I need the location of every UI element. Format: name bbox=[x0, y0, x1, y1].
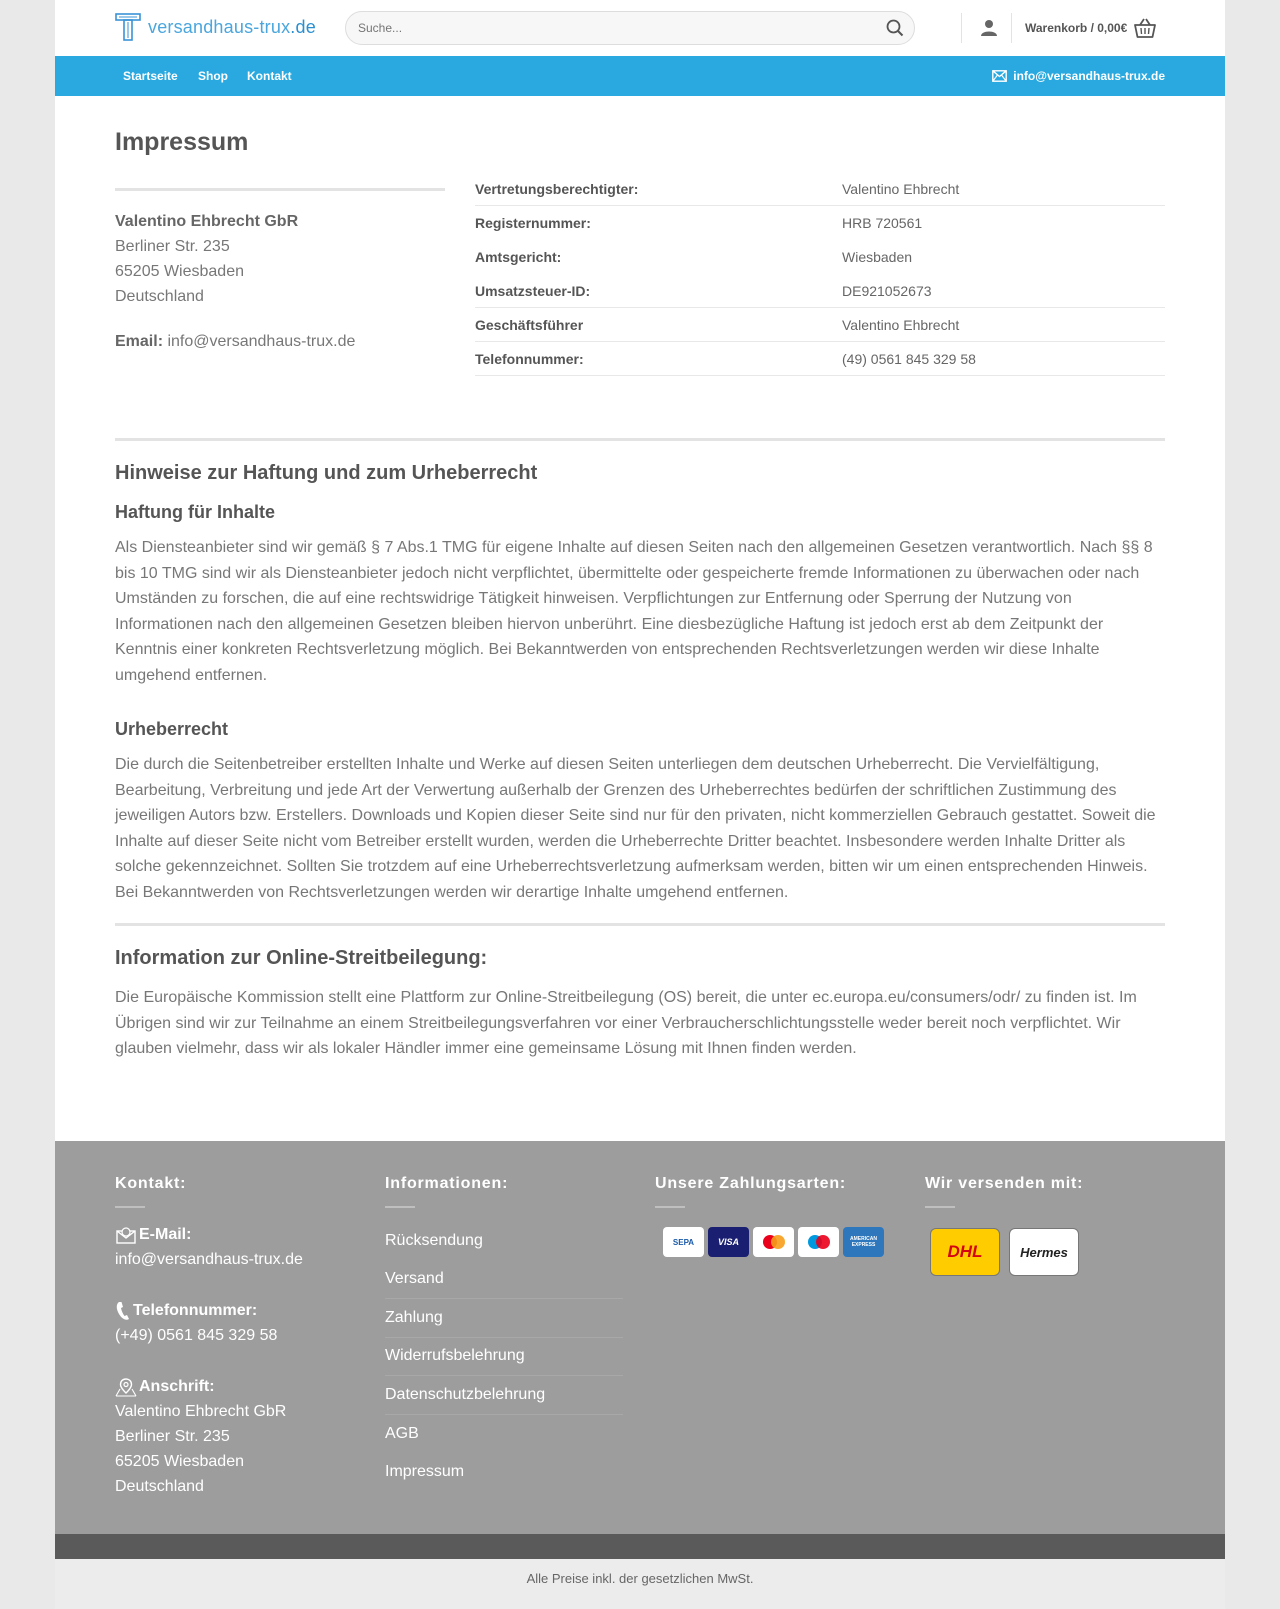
divider bbox=[385, 1206, 415, 1208]
cart-label: Warenkorb / 0,00€ bbox=[1025, 21, 1128, 35]
section-heading-liability: Hinweise zur Haftung und zum Urheberrecht bbox=[115, 462, 538, 484]
page bbox=[55, 0, 1225, 1609]
search-input[interactable] bbox=[358, 21, 876, 35]
footer-link-agb[interactable]: AGB bbox=[385, 1424, 419, 1442]
address-block bbox=[115, 188, 445, 354]
footer-payments bbox=[655, 1175, 895, 1257]
divider bbox=[115, 438, 1165, 441]
address-street: Berliner Str. 235 bbox=[115, 238, 230, 255]
paragraph-copyright: Die durch die Seitenbetreiber erstellten Inhalte und Werke auf diesen Seiten unterliegen dem deutschen Urheberrecht. Die Vervielfältigung, Bearbeitung, Verbreitung und jede Art der Verwertung außerhalb der Grenzen des Urheberrechtes bedürfen der schriftlichen Zustimmung des jeweiligen Autors bzw. Erstellers. Downloads und Kopien dieser Seite sind nur für den privaten, nicht kommerziellen Gebrauch gestattet. Soweit die Inhalte auf dieser Seite nicht vom Betreiber erstellt wurden, werden die Urheberrechte Dritter beachtet. Insbesondere werden Inhalte Dritter als solche gekennzeichnet. Sollten Sie trotzdem auf eine Urheberrechtsverletzung aufmerksam werden, bitten wir um einen entsprechenden Hinweis. Bei Bekanntwerden von Rechtsverletzungen werden wir derartige Inhalte umgehend entfernen. bbox=[115, 756, 1156, 901]
copyright: Alle Preise inkl. der gesetzlichen MwSt. bbox=[55, 1559, 1225, 1609]
footer-heading-contact: Kontakt: bbox=[115, 1175, 187, 1192]
footer-address-line: 65205 Wiesbaden bbox=[115, 1453, 244, 1470]
table-row: Geschäftsführer Valentino Ehbrecht bbox=[475, 308, 1165, 342]
divider bbox=[115, 188, 445, 191]
section-heading-odr: Information zur Online-Streitbeilegung: bbox=[115, 947, 488, 969]
header-divider bbox=[961, 13, 962, 43]
header-divider bbox=[1011, 13, 1012, 43]
footer-address-label: Anschrift: bbox=[139, 1378, 215, 1395]
user-icon bbox=[980, 19, 998, 37]
nav-item-kontakt[interactable]: Kontakt bbox=[247, 69, 292, 83]
paragraph-odr: Die Europäische Kommission stellt eine Plattform zur Online-Streitbeilegung (OS) bereit, die unter ec.europa.eu/consumers/odr/ zu finden ist. Im Übrigen sind wir zur Teilnahme an einem Streitbeilegungsverfahren vor einer Verbraucherschlichtungsstelle weder bereit noch verpflichtet. Wir glauben vielmehr, dass wir als lokaler Händler immer eine gemeinsame Lösung mit Ihnen finden werden. bbox=[115, 989, 1137, 1057]
divider bbox=[115, 1206, 145, 1208]
footer-link-ruecksendung[interactable]: Rücksendung bbox=[385, 1232, 483, 1250]
footer-link-widerrufsbelehrung[interactable]: Widerrufsbelehrung bbox=[385, 1338, 623, 1377]
footer-shipping bbox=[925, 1175, 1165, 1276]
maestro-logo bbox=[798, 1227, 839, 1257]
address-email-link[interactable]: info@versandhaus-trux.de bbox=[167, 333, 356, 350]
paragraph-content-liability: Als Diensteanbieter sind wir gemäß § 7 Abs.1 TMG für eigene Inhalte auf diesen Seiten nach den allgemeinen Gesetzen verantwortlich. Nach §§ 8 bis 10 TMG sind wir als Diensteanbieter jedoch nicht verpflichtet, übermittelte oder gespeicherte fremde Informationen zu überwachen oder nach Umständen zu forschen, die auf eine rechtswidrige Tätigkeit hinweisen. Verpflichtungen zur Entfernung oder Sperrung der Nutzung von Informationen nach den allgemeinen Gesetzen bleiben hiervon unberührt. Eine diesbezügliche Haftung ist jedoch erst ab dem Zeitpunkt der Kenntnis einer konkreten Rechtsverletzung möglich. Bei Bekanntwerden von entsprechenden Rechtsverletzungen werden wir diese Inhalte umgehend entfernen. bbox=[115, 539, 1153, 684]
company-name: Valentino Ehbrecht GbR bbox=[115, 213, 299, 230]
footer-bottom-bar bbox=[55, 1534, 1225, 1559]
footer-phone-link[interactable]: (+49) 0561 845 329 58 bbox=[115, 1327, 278, 1344]
visa-logo: VISA bbox=[708, 1227, 749, 1257]
table-row: Amtsgericht: Wiesbaden bbox=[475, 249, 913, 265]
footer-heading-shipping: Wir versenden mit: bbox=[925, 1175, 1084, 1192]
logo[interactable] bbox=[115, 13, 316, 41]
divider bbox=[115, 923, 1165, 926]
nav-email-text: info@versandhaus-trux.de bbox=[1013, 69, 1165, 83]
nav-item-shop[interactable]: Shop bbox=[198, 69, 228, 83]
hermes-logo: Hermes bbox=[1009, 1228, 1079, 1276]
address-city: 65205 Wiesbaden bbox=[115, 263, 244, 280]
dhl-logo: DHL bbox=[930, 1228, 1000, 1276]
footer-address-line: Berliner Str. 235 bbox=[115, 1428, 230, 1445]
footer-email-label: E-Mail: bbox=[139, 1226, 192, 1243]
subheading-content-liability: Haftung für Inhalte bbox=[115, 502, 275, 522]
subheading-copyright: Urheberrecht bbox=[115, 719, 229, 739]
map-pin-icon bbox=[115, 1377, 137, 1397]
footer-link-versand[interactable]: Versand bbox=[385, 1261, 623, 1300]
footer-address-line: Deutschland bbox=[115, 1478, 204, 1495]
mastercard-logo bbox=[753, 1227, 794, 1257]
sepa-logo: SEPA bbox=[663, 1227, 704, 1257]
legal-info-table bbox=[475, 172, 1165, 376]
footer-address-line: Valentino Ehbrecht GbR bbox=[115, 1403, 287, 1420]
amex-logo: AMERICAN EXPRESS bbox=[843, 1227, 884, 1257]
footer-link-datenschutzbelehrung[interactable]: Datenschutzbelehrung bbox=[385, 1376, 623, 1415]
page-title: Impressum bbox=[115, 128, 249, 156]
footer-link-zahlung[interactable]: Zahlung bbox=[385, 1299, 623, 1338]
main-nav bbox=[55, 56, 1225, 96]
footer-link-impressum[interactable]: Impressum bbox=[385, 1463, 465, 1481]
table-row: Vertretungsberechtigter: Valentino Ehbrecht bbox=[475, 172, 1165, 206]
footer-phone-label: Telefonnummer: bbox=[133, 1302, 258, 1319]
table-row: Umsatzsteuer-ID: DE921052673 bbox=[475, 274, 1165, 308]
cart-icon bbox=[1133, 17, 1157, 39]
footer-heading-payments: Unsere Zahlungsarten: bbox=[655, 1175, 847, 1192]
search-box bbox=[345, 11, 915, 45]
search-button[interactable] bbox=[876, 12, 914, 44]
envelope-icon bbox=[992, 70, 1007, 82]
nav-email-link[interactable] bbox=[992, 69, 1165, 83]
footer-heading-information: Informationen: bbox=[385, 1175, 509, 1192]
table-row: Telefonnummer: (49) 0561 845 329 58 bbox=[475, 342, 1165, 376]
search-icon bbox=[886, 19, 904, 37]
logo-icon bbox=[115, 13, 141, 41]
footer-information bbox=[385, 1175, 625, 1492]
divider bbox=[925, 1206, 955, 1208]
table-row: Registernummer: HRB 720561 bbox=[475, 215, 923, 231]
footer-contact bbox=[115, 1175, 355, 1499]
nav-item-startseite[interactable]: Startseite bbox=[123, 69, 178, 83]
footer-email-link[interactable]: info@versandhaus-trux.de bbox=[115, 1251, 303, 1268]
address-country: Deutschland bbox=[115, 288, 204, 305]
address-email: Email: info@versandhaus-trux.de bbox=[115, 333, 356, 350]
footer bbox=[55, 1141, 1225, 1534]
phone-icon bbox=[115, 1301, 131, 1321]
cart-button[interactable] bbox=[1025, 14, 1157, 42]
account-button[interactable] bbox=[975, 14, 1003, 42]
logo-text: versandhaus-trux.de bbox=[148, 16, 316, 37]
header bbox=[55, 0, 1225, 56]
envelope-icon bbox=[115, 1226, 137, 1244]
divider bbox=[655, 1206, 685, 1208]
